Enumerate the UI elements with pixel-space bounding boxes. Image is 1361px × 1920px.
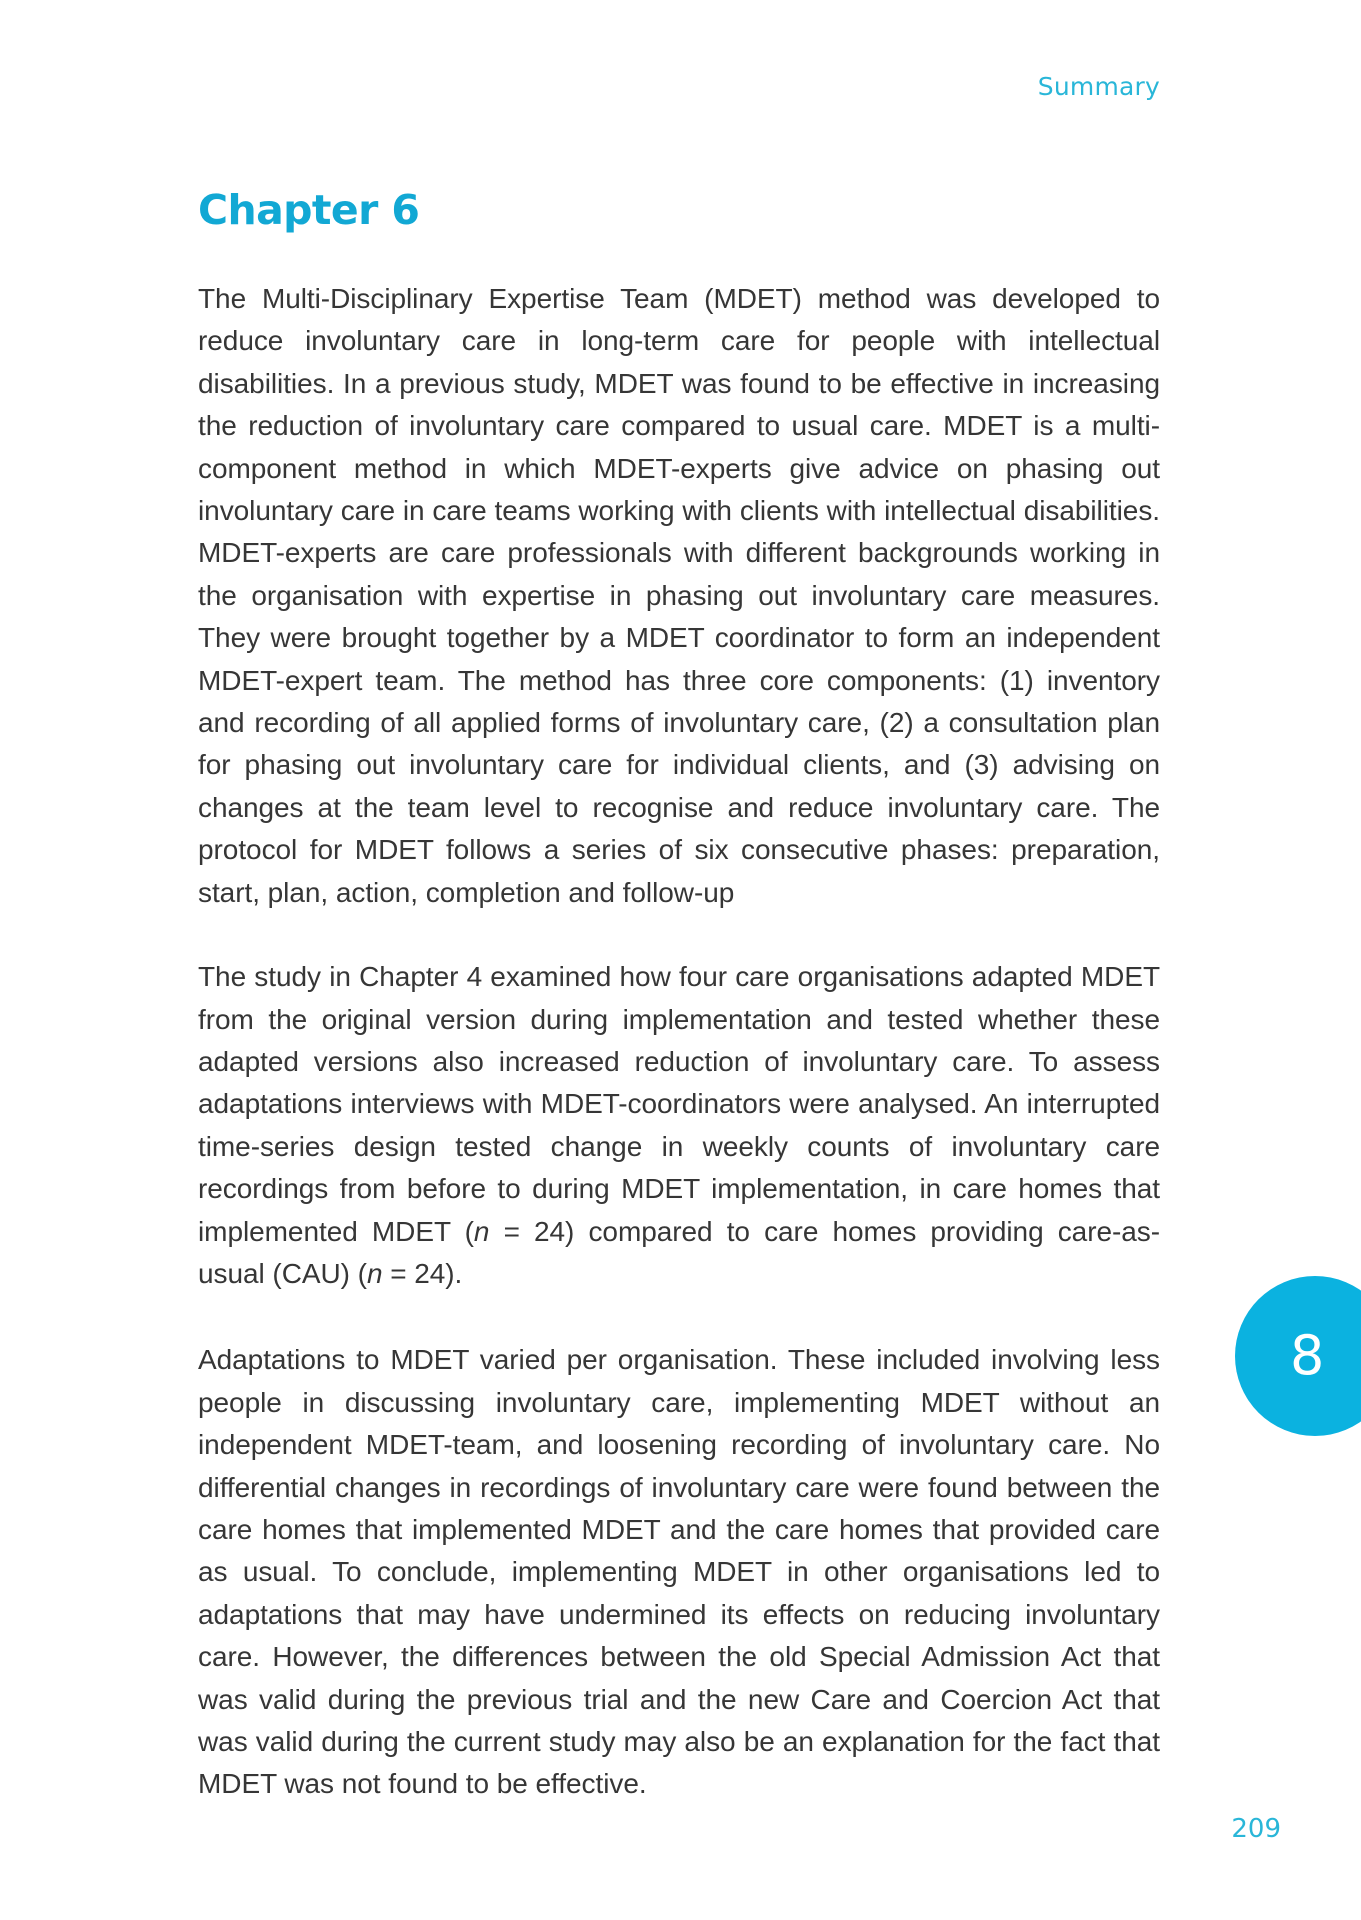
paragraph-mdet-method: The Multi-Disciplinary Expertise Team (MDET) method was developed to reduce involuntary care in long-term care for people with intellectual disabilities. In a previous study, MDET was found to be effective in increasing the reduction of involuntary care compared to usual care. MDET is a multi-component method in which MDET-experts give advice on phasing out involuntary care in care teams working with clients with intellectual disabilities. MDET-experts are care professionals with different backgrounds working in the organisation with expertise in phasing out involuntary care measures. They were brought together by a MDET coordinator to form an independent MDET-expert team. The method has three core components: (1) inventory and recording of all applied forms of involuntary care, (2) a consultation plan for phasing out involuntary care for individual clients, and (3) advising on changes at the team level to recognise and reduce involuntary care. The protocol for MDET follows a series of six consecutive phases: preparation, start, plan, action, completion and follow-up — [198, 283, 1160, 908]
sample-size-symbol: n — [366, 1257, 383, 1289]
paragraph-study-chapter-4 — [198, 956, 1160, 1295]
summary-body — [198, 278, 1160, 1806]
paragraph-adaptations: Adaptations to MDET varied per organisation. These included involving less people in discussing involuntary care, implementing MDET without an independent MDET-team, and loosening recording of involuntary care. No differential changes in recordings of involuntary care were found between the care homes that implemented MDET and the care homes that provided care as usual. To conclude, implementing MDET in other organisations led to adaptations that may have undermined its effects on reducing involuntary care. However, the differences between the old Special Admission Act that was valid during the previous trial and the new Care and Coercion Act that was valid during the current study may also be an explanation for the fact that MDET was not found to be effective. — [198, 1344, 1160, 1800]
chapter-tab-badge: 8 — [1235, 1276, 1361, 1436]
paragraph-2-part-3: = 24). — [382, 1257, 463, 1289]
sample-size-symbol: n — [473, 1215, 490, 1247]
running-header: Summary — [1037, 72, 1160, 101]
chapter-title: Chapter 6 — [198, 186, 420, 234]
paragraph-2-part-1: The study in Chapter 4 examined how four care organisations adapted MDET from the original version during implementation and tested whether these adapted versions also increased reduction of involuntary care. To assess adaptations interviews with MDET-coordinators were analysed. An interrupted time-series design tested change in weekly counts of involuntary care recordings from before to during MDET implementation, in care homes that implemented MDET ( — [198, 961, 1160, 1247]
paragraph-2-part-2: = 24) compared to care homes providing care-as-usual (CAU) ( — [198, 1215, 1161, 1289]
page-number: 209 — [1231, 1814, 1281, 1844]
